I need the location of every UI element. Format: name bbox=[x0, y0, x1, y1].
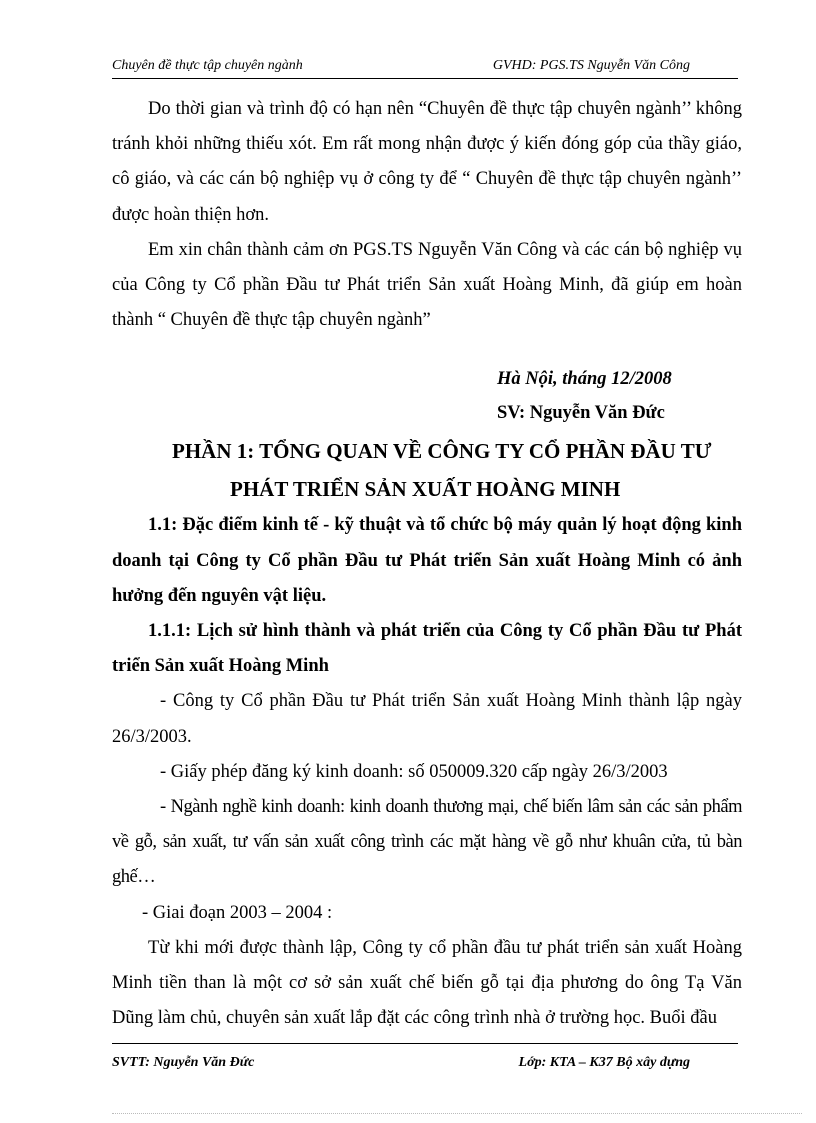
header-left-text: Chuyên đề thực tập chuyên ngành bbox=[112, 58, 303, 73]
header-rule bbox=[112, 78, 738, 79]
part-title-line-2: PHÁT TRIỂN SẢN XUẤT HOÀNG MINH bbox=[230, 477, 621, 502]
header-right-text: GVHD: PGS.TS Nguyễn Văn Công bbox=[492, 58, 690, 73]
page-bottom-dotted-line bbox=[112, 1113, 802, 1114]
page-body bbox=[112, 92, 742, 1036]
bullet-industry: - Ngành nghề kinh doanh: kinh doanh thương mại, chế biến lâm sản các sản phẩm về gỗ, sản xuất, tư vấn sản xuất công trình các mặt hàng về gỗ như khuân cửa, tủ bàn ghế… bbox=[112, 797, 742, 888]
closing-paragraph-1: Do thời gian và trình độ có hạn nên “Chuyên đề thực tập chuyên ngành’’ không tránh khỏi những thiếu xót. Em rất mong nhận được ý kiến đóng góp của thầy giáo, cô giáo, và các cán bộ nghiệp vụ ở công ty để “ Chuyên đề thực tập chuyên ngành’’ được hoàn thiện hơn. bbox=[112, 99, 742, 225]
footer-rule bbox=[112, 1043, 738, 1044]
footer-right-text: Lớp: KTA – K37 Bộ xây dựng bbox=[518, 1055, 690, 1070]
bullet-founded: - Công ty Cổ phần Đầu tư Phát triển Sản xuất Hoàng Minh thành lập ngày 26/3/2003. bbox=[112, 691, 742, 747]
page-header bbox=[112, 52, 690, 74]
closing-paragraph-2: Em xin chân thành cảm ơn PGS.TS Nguyễn Văn Công và các cán bộ nghiệp vụ của Công ty Cổ phần Đầu tư Phát triển Sản xuất Hoàng Minh, đã giúp em hoàn thành “ Chuyên đề thực tập chuyên ngành” bbox=[112, 239, 742, 331]
section-heading-1-1-1: 1.1.1: Lịch sử hình thành và phát triển của Công ty Cổ phần Đầu tư Phát triển Sản xuất Hoàng Minh bbox=[112, 621, 742, 677]
history-paragraph: Từ khi mới được thành lập, Công ty cổ phần đầu tư phát triển sản xuất Hoàng Minh tiền than là một cơ sở sản xuất chế biến gỗ tại địa phương do ông Tạ Văn Dũng làm chủ, chuyên sản xuất lắp đặt các công trình nhà ở trường học. Buổi đầu bbox=[112, 937, 742, 1029]
page-footer bbox=[112, 1055, 690, 1071]
bullet-license: - Giấy phép đăng ký kinh doanh: số 050009.320 cấp ngày 26/3/2003 bbox=[160, 761, 668, 782]
section-heading-1-1: 1.1: Đặc điểm kinh tế - kỹ thuật và tổ chức bộ máy quản lý hoạt động kinh doanh tại Công ty Cổ phần Đầu tư Phát triển Sản xuất Hoàng Minh có ảnh hưởng đến nguyên vật liệu. bbox=[112, 515, 742, 606]
part-title bbox=[112, 432, 742, 508]
signature-student: SV: Nguyễn Văn Đức bbox=[497, 403, 665, 424]
part-title-line-1: PHẦN 1: TỔNG QUAN VỀ CÔNG TY CỔ PHẦN ĐẦU TƯ bbox=[172, 439, 712, 464]
signature-date: Hà Nội, tháng 12/2008 bbox=[497, 369, 672, 390]
footer-left-text: SVTT: Nguyễn Văn Đức bbox=[112, 1055, 255, 1070]
bullet-period: - Giai đoạn 2003 – 2004 : bbox=[142, 902, 333, 923]
